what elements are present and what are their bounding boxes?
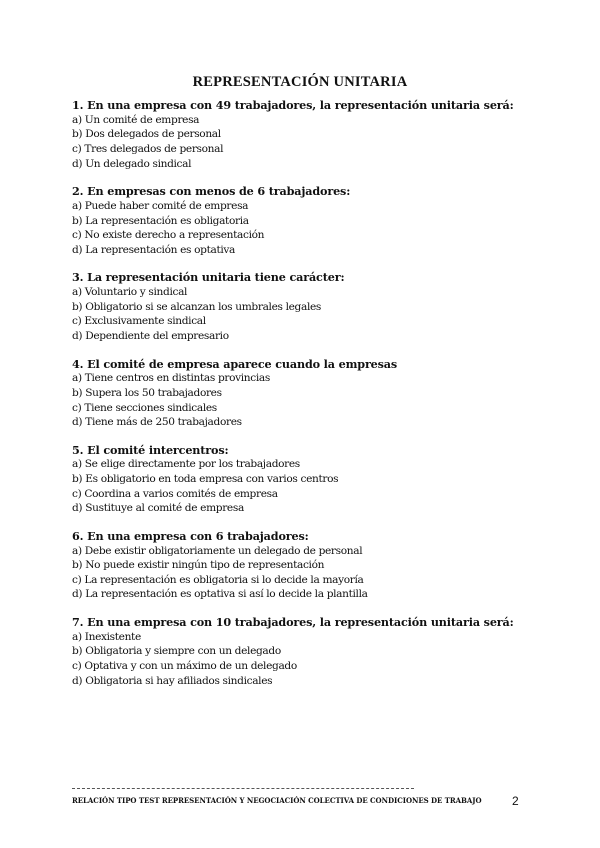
answer-option-b: b) Es obligatorio en toda empresa con varios centros <box>72 473 339 486</box>
answer-option-a: a) Inexistente <box>72 630 141 643</box>
footer-text: RELACIÓN TIPO TEST REPRESENTACIÓN Y NEGOCIACIÓN COLECTIVA DE CONDICIONES DE TRABAJO <box>72 796 482 805</box>
answer-option-a: a) Un comité de empresa <box>72 113 200 126</box>
answer-option-b: b) Supera los 50 trabajadores <box>72 386 222 399</box>
answer-option-a: a) Puede haber comité de empresa <box>72 199 249 212</box>
answer-option-c: c) Exclusivamente sindical <box>72 315 206 328</box>
answer-option-d: d) Un delegado sindical <box>72 157 192 170</box>
question-text: 1. En una empresa con 49 trabajadores, la representación unitaria será: <box>72 98 514 112</box>
answer-option-c: c) La representación es obligatoria si lo decide la mayoría <box>72 573 364 586</box>
answer-option-d: d) Tiene más de 250 trabajadores <box>72 416 242 429</box>
question-text: 7. En una empresa con 10 trabajadores, la representación unitaria será: <box>72 615 514 630</box>
answer-option-a: a) Voluntario y sindical <box>72 286 188 299</box>
answer-option-b: b) Obligatorio si se alcanzan los umbrales legales <box>72 300 321 313</box>
answer-option-d: d) Dependiente del empresario <box>72 329 229 342</box>
answer-option-b: b) La representación es obligatoria <box>72 214 249 227</box>
answer-option-d: d) Obligatoria si hay afiliados sindicales <box>72 674 273 687</box>
question-1 <box>72 98 542 171</box>
question-7 <box>72 615 542 688</box>
question-4 <box>72 357 542 430</box>
answer-option-b: b) No puede existir ningún tipo de representación <box>72 559 325 572</box>
question-2 <box>72 184 542 257</box>
answer-option-c: c) Tiene secciones sindicales <box>72 401 217 414</box>
answer-option-c: c) Tres delegados de personal <box>72 142 224 155</box>
answer-option-c: c) No existe derecho a representación <box>72 229 265 242</box>
question-text: 5. El comité intercentros: <box>72 442 229 457</box>
question-list <box>72 98 542 701</box>
answer-option-a: a) Se elige directamente por los trabajadores <box>72 458 300 471</box>
footer-divider <box>72 788 414 789</box>
question-text: 2. En empresas con menos de 6 trabajadores: <box>72 184 351 199</box>
answer-option-d: d) La representación es optativa si así lo decide la plantilla <box>72 588 368 601</box>
question-3 <box>72 270 542 343</box>
answer-option-a: a) Tiene centros en distintas provincias <box>72 372 270 385</box>
question-6 <box>72 529 542 602</box>
question-text: 6. En una empresa con 6 trabajadores: <box>72 528 309 543</box>
answer-option-b: b) Obligatoria y siempre con un delegado <box>72 645 281 658</box>
question-text: 3. La representación unitaria tiene carácter: <box>72 270 345 285</box>
page-title: REPRESENTACIÓN UNITARIA <box>192 74 408 90</box>
answer-option-c: c) Optativa y con un máximo de un delegado <box>72 660 297 673</box>
answer-option-d: d) Sustituye al comité de empresa <box>72 502 244 515</box>
answer-option-d: d) La representación es optativa <box>72 243 235 256</box>
page-number: 2 <box>512 794 519 808</box>
answer-option-b: b) Dos delegados de personal <box>72 128 221 141</box>
answer-option-a: a) Debe existir obligatoriamente un delegado de personal <box>72 544 363 557</box>
question-text: 4. El comité de empresa aparece cuando la empresas <box>72 356 398 371</box>
answer-option-c: c) Coordina a varios comités de empresa <box>72 487 278 500</box>
question-5 <box>72 443 542 516</box>
